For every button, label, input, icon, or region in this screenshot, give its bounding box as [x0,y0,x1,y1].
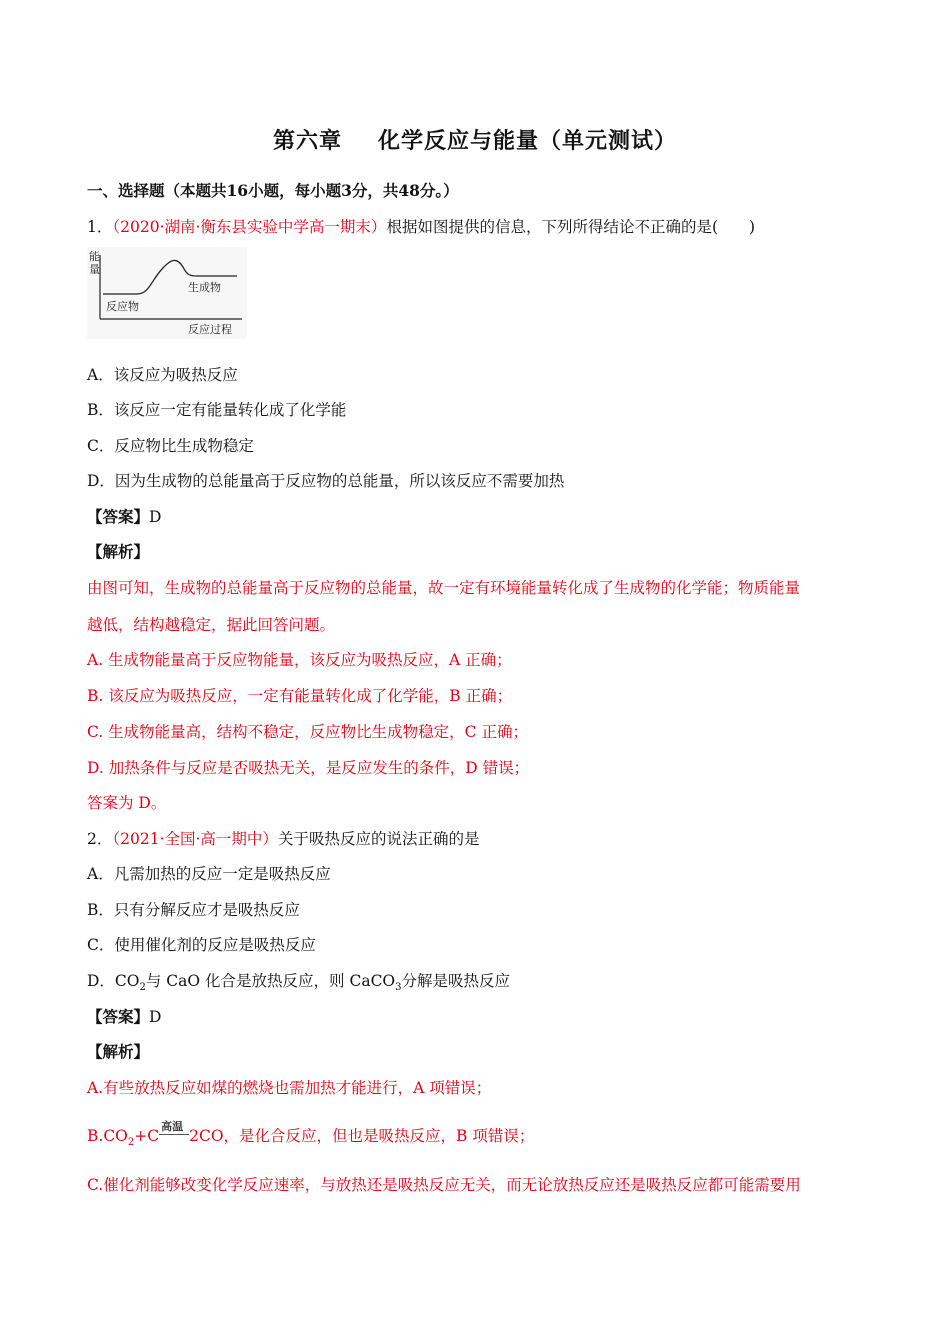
q1-answer [87,507,161,527]
q2-stem-text: 关于吸热反应的说法正确的是 [277,830,480,848]
section-heading: 一、选择题（本题共16小题，每小题3分，共48分。） [87,181,459,200]
q1-analysis-line: B. 该反应为吸热反应，一定有能量转化成了化学能，B 正确； [87,687,513,705]
q2-answer-label: 【答案】 [87,1007,150,1026]
energy-diagram [87,247,247,339]
q2-option-a: A．凡需加热的反应一定是吸热反应 [87,865,331,883]
y-axis-label-2: 量 [89,263,100,276]
q2-source: （2021·全国·高一期中） [112,830,278,848]
q2-option-d-prefix: D．CO [87,972,140,990]
q2-analysis-b-mid: +C [134,1127,160,1145]
q1-option-c: C．反应物比生成物稳定 [87,437,254,455]
q1-option-a: A．该反应为吸热反应 [87,366,238,384]
q1-analysis-line: A. 生成物能量高于反应物能量，该反应为吸热反应，A 正确； [87,651,512,669]
q1-analysis-line: D. 加热条件与反应是否吸热无关，是反应发生的条件，D 错误； [87,759,530,777]
subscript: 3 [395,982,402,994]
q2-option-d-mid: 与 CaO 化合是放热反应，则 CaCO [145,972,396,990]
reactant-label: 反应物 [106,300,139,313]
q2-option-c: C．使用催化剂的反应是吸热反应 [87,936,316,954]
q2-answer-value: D [149,1008,162,1026]
q1-stem-text: 根据如图提供的信息，下列所得结论不正确的是( ) [386,218,756,236]
q1-option-d: D．因为生成物的总能量高于反应物的总能量，所以该反应不需要加热 [87,472,565,490]
subscript: 2 [127,1137,135,1149]
q2-answer [87,1007,161,1027]
q1-source: （2020·湖南·衡东县实验中学高一期末） [112,218,387,236]
q1-analysis-line: 答案为 D。 [87,794,167,812]
reaction-condition [159,1120,189,1153]
q2-option-d [87,971,510,998]
q1-analysis-line: 越低，结构越稳定，据此回答问题。 [87,616,336,634]
q2-analysis-b-suffix: 2CO，是化合反应，但也是吸热反应，B 项错误； [189,1127,535,1145]
q2-number: 2． [87,830,113,848]
page-title [0,124,950,155]
subscript: 2 [139,982,146,994]
q1-number: 1． [87,218,113,236]
condition-bar [159,1134,189,1135]
q1-analysis-label: 【解析】 [87,542,150,561]
q2-option-d-suffix: 分解是吸热反应 [401,972,511,990]
q2-analysis-label: 【解析】 [87,1042,150,1061]
y-axis-label-1: 能 [89,250,100,263]
q2-stem [87,829,479,849]
q2-analysis-b-prefix: B.CO [87,1127,128,1145]
q2-analysis-a: A.有些放热反应如煤的燃烧也需加热才能进行，A 项错误； [87,1079,492,1097]
q1-stem [87,217,755,237]
q1-answer-label: 【答案】 [87,507,150,526]
x-axis-label: 反应过程 [188,323,232,336]
chapter-name: 化学反应与能量（单元测试） [378,128,678,154]
q1-analysis-line: 由图可知，生成物的总能量高于反应物的总能量，故一定有环境能量转化成了生成物的化学能；物质能量 [87,579,801,597]
chapter-number: 第六章 [272,128,342,154]
product-label: 生成物 [188,281,221,294]
q2-analysis-b [87,1120,535,1153]
q1-answer-value: D [149,508,162,526]
q1-option-b: B．该反应一定有能量转化成了化学能 [87,401,347,419]
q1-analysis-line: C. 生成物能量高，结构不稳定，反应物比生成物稳定，C 正确； [87,723,528,741]
q2-option-b: B．只有分解反应才是吸热反应 [87,901,300,919]
q2-analysis-c: C.催化剂能够改变化学反应速率，与放热还是吸热反应无关，而无论放热反应还是吸热反应都可能需要用 [87,1176,801,1194]
condition-label: 高温 [161,1120,184,1134]
